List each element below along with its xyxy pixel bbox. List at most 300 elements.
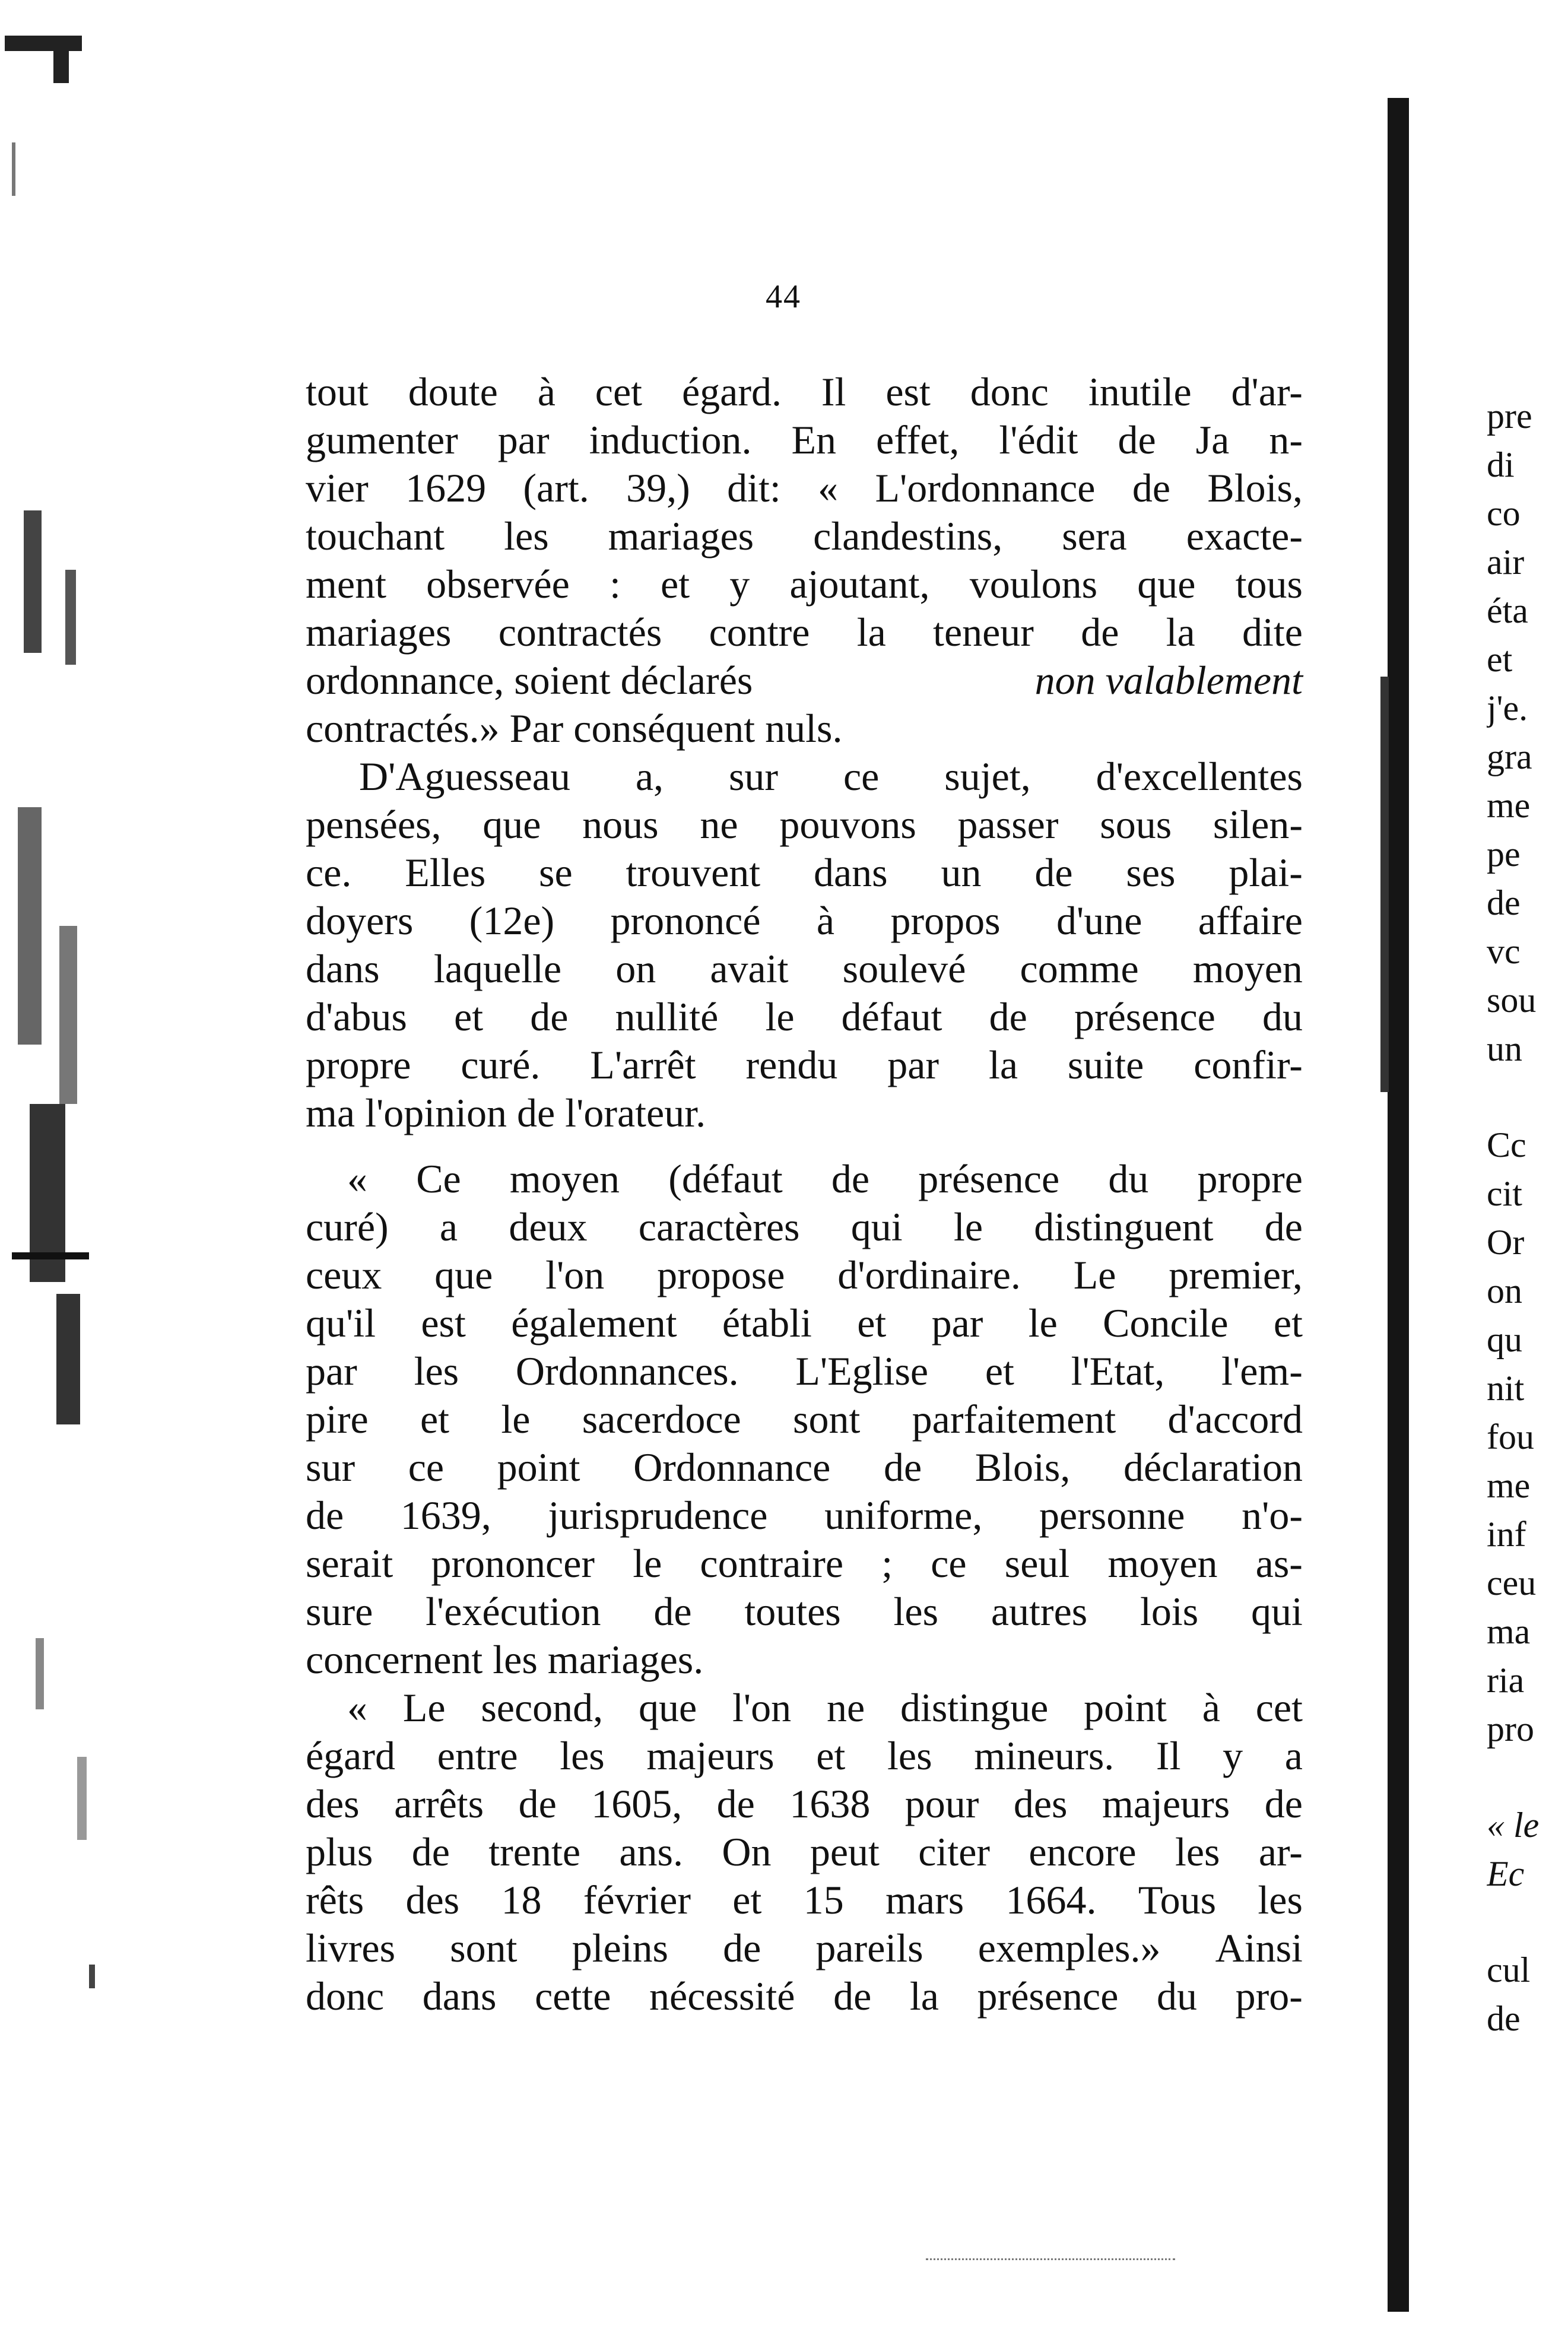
word: l'em- <box>1221 1348 1303 1394</box>
word: déclaration <box>1123 1445 1303 1490</box>
word: par <box>887 1042 939 1087</box>
text-line <box>306 945 1303 993</box>
word: la <box>856 610 886 655</box>
word: mars <box>885 1877 964 1922</box>
word: qui <box>850 1204 903 1249</box>
word: n- <box>1269 417 1303 462</box>
word: d'ordinaire. <box>837 1252 1021 1297</box>
word: du <box>1157 1973 1197 2019</box>
word: présence <box>977 1973 1119 2019</box>
word: 18 <box>501 1877 542 1922</box>
word: tout <box>306 369 369 414</box>
word: Ce <box>416 1156 461 1201</box>
text-line <box>306 1041 1303 1089</box>
text-line <box>306 801 1303 849</box>
word: l'on <box>732 1685 792 1730</box>
word: a, <box>635 754 664 799</box>
word: et <box>1273 1300 1303 1346</box>
word: pour <box>904 1781 979 1826</box>
word: Ordonnances. <box>515 1348 739 1394</box>
text-line <box>306 1347 1303 1395</box>
word: de <box>518 1781 557 1826</box>
word: 1629 <box>405 465 487 510</box>
word: et <box>816 1733 846 1778</box>
word: silen- <box>1212 802 1303 847</box>
word: que <box>638 1685 697 1730</box>
word: encore <box>1029 1829 1137 1874</box>
word: « <box>347 1156 367 1201</box>
word: ce. <box>306 850 352 895</box>
word: seul <box>1004 1541 1070 1586</box>
word: doute <box>408 369 498 414</box>
facing-fragment: nit <box>1487 1369 1525 1408</box>
word: ar- <box>1258 1829 1303 1874</box>
word: exemples.» <box>977 1925 1161 1970</box>
text-line: ordonnance, soient déclarés non valablement <box>306 656 1303 705</box>
word: les <box>504 513 549 559</box>
word: d'accord <box>1167 1397 1303 1442</box>
word: du <box>1262 994 1303 1039</box>
word: à <box>816 898 835 943</box>
word: de <box>1118 417 1156 462</box>
word: donc <box>970 369 1049 414</box>
word: de <box>1264 1204 1303 1249</box>
word: également <box>511 1300 677 1346</box>
word: L'ordonnance <box>875 465 1096 510</box>
word: livres <box>306 1925 396 1970</box>
word: Concile <box>1103 1300 1229 1346</box>
text-line <box>306 1395 1303 1443</box>
word: on <box>615 946 656 991</box>
word: En <box>791 417 837 462</box>
word: On <box>722 1829 772 1874</box>
word: (art. <box>523 465 589 510</box>
word: propre <box>306 1042 411 1087</box>
facing-fragment: inf <box>1487 1515 1526 1554</box>
word: d'une <box>1056 898 1142 943</box>
word: curé) <box>306 1204 389 1249</box>
text-line <box>306 993 1303 1041</box>
facing-fragment: éta <box>1487 591 1528 630</box>
facing-fragment: Ec <box>1487 1854 1525 1893</box>
word: mineurs. <box>974 1733 1115 1778</box>
word: se <box>539 850 573 895</box>
word: Il <box>821 369 846 414</box>
word: vier <box>306 465 369 510</box>
word: voulons <box>969 561 1098 607</box>
page-number: 44 <box>766 278 801 315</box>
text-line <box>306 753 1303 801</box>
word: sur <box>728 754 779 799</box>
text-line <box>306 512 1303 560</box>
facing-fragment: cit <box>1487 1174 1522 1213</box>
word: par <box>497 417 550 462</box>
word: de <box>530 994 569 1039</box>
word: et <box>454 994 484 1039</box>
word: le <box>501 1397 531 1442</box>
word: touchant <box>306 513 445 559</box>
word: « <box>347 1685 367 1730</box>
word: plus <box>306 1829 373 1874</box>
word: avait <box>710 946 789 991</box>
word: et <box>420 1397 450 1442</box>
word: sont <box>793 1397 861 1442</box>
text-line <box>306 608 1303 656</box>
word: ce <box>931 1541 967 1586</box>
word: de <box>833 1973 872 2019</box>
word: de <box>883 1445 922 1490</box>
text-line <box>306 1780 1303 1828</box>
word: 1664. <box>1005 1877 1097 1922</box>
word: 1638 <box>789 1781 871 1826</box>
facing-fragment: on <box>1487 1271 1522 1310</box>
word: par <box>931 1300 983 1346</box>
word: sous <box>1100 802 1172 847</box>
word: l'exécution <box>426 1589 601 1634</box>
text-line <box>306 560 1303 608</box>
facing-fragment: cul <box>1487 1950 1531 1989</box>
word: contre <box>709 610 810 655</box>
text-line <box>306 416 1303 464</box>
word: ce <box>843 754 880 799</box>
word: qu'il <box>306 1300 376 1346</box>
binding-edge-shadow <box>0 36 101 1935</box>
facing-fragment: ceu <box>1487 1563 1537 1603</box>
word: défaut <box>841 994 942 1039</box>
word: n'o- <box>1242 1493 1303 1538</box>
word: propose <box>657 1252 785 1297</box>
word: moyen <box>509 1156 620 1201</box>
word: soulevé <box>842 946 966 991</box>
word: le <box>633 1541 662 1586</box>
facing-fragment: sou <box>1487 980 1537 1020</box>
word: prononcer <box>431 1541 595 1586</box>
word: affaire <box>1198 898 1303 943</box>
word: de <box>989 994 1027 1039</box>
word: l'Etat, <box>1071 1348 1165 1394</box>
word: le <box>1028 1300 1058 1346</box>
word: inutile <box>1088 369 1192 414</box>
word: pensées, <box>306 802 442 847</box>
word: dans <box>306 946 380 991</box>
word: Blois, <box>975 1445 1071 1490</box>
word: D'Aguesseau <box>359 754 570 799</box>
text-line: contractés.» Par conséquent nuls. <box>306 706 843 751</box>
facing-fragment: di <box>1487 445 1515 484</box>
word: Elles <box>405 850 486 895</box>
word: pleins <box>572 1925 669 1970</box>
word: février <box>583 1877 691 1922</box>
word: des <box>405 1877 460 1922</box>
word: sure <box>306 1589 373 1634</box>
word: de <box>411 1829 450 1874</box>
facing-fragment: pro <box>1487 1709 1534 1749</box>
facing-fragment: j'e. <box>1487 688 1528 728</box>
word: ment <box>306 561 386 607</box>
word: Ainsi <box>1215 1925 1303 1970</box>
facing-fragment: pre <box>1487 396 1532 436</box>
word: confir- <box>1194 1042 1303 1087</box>
word: dans <box>422 1973 497 2019</box>
text-line <box>306 1828 1303 1876</box>
word: de <box>723 1925 761 1970</box>
word: à <box>1202 1685 1220 1730</box>
word: personne <box>1039 1493 1185 1538</box>
word: les <box>414 1348 459 1394</box>
word: et <box>985 1348 1014 1394</box>
text-line <box>306 1203 1303 1251</box>
word: la <box>909 1973 939 2019</box>
word: les <box>1258 1877 1303 1922</box>
word: observée <box>426 561 570 607</box>
word: premier, <box>1169 1252 1303 1297</box>
word: plai- <box>1229 850 1303 895</box>
word: passer <box>957 802 1059 847</box>
word: (12e) <box>469 898 555 943</box>
facing-fragment: ma <box>1487 1612 1531 1651</box>
word: doyers <box>306 898 414 943</box>
word: les <box>887 1733 932 1778</box>
facing-fragment: Cc <box>1487 1125 1526 1164</box>
word: le <box>953 1204 983 1249</box>
word: deux <box>509 1204 588 1249</box>
word: comme <box>1020 946 1139 991</box>
word: contractés <box>498 610 662 655</box>
word: Le <box>1073 1252 1116 1297</box>
word: citer <box>918 1829 991 1874</box>
word: des <box>306 1781 360 1826</box>
word: de <box>1264 1781 1303 1826</box>
text-line <box>306 1251 1303 1299</box>
word: d'ar- <box>1231 369 1303 414</box>
word: sera <box>1062 513 1127 559</box>
word: lois <box>1140 1589 1199 1634</box>
facing-fragment: qu <box>1487 1320 1522 1359</box>
word: trente <box>488 1829 581 1874</box>
word: ne <box>826 1685 865 1730</box>
word: suite <box>1067 1042 1144 1087</box>
facing-fragment: un <box>1487 1029 1522 1068</box>
facing-fragment: vc <box>1487 932 1521 971</box>
word: « <box>818 465 839 510</box>
text-line <box>306 1299 1303 1347</box>
word: trouvent <box>626 850 761 895</box>
facing-fragment: de <box>1487 1999 1521 2038</box>
scan-specks <box>926 2258 1175 2265</box>
facing-fragment: me <box>1487 1466 1531 1505</box>
word: autres <box>991 1589 1088 1634</box>
word: de <box>653 1589 692 1634</box>
facing-fragment: co <box>1487 494 1521 533</box>
word: ne <box>700 802 738 847</box>
word: que <box>483 802 541 847</box>
word: 1639, <box>400 1493 491 1538</box>
word: et <box>661 561 690 607</box>
facing-fragment: gra <box>1487 737 1532 776</box>
word: cette <box>535 1973 611 2019</box>
word: l'on <box>545 1252 605 1297</box>
text-line <box>306 1155 1303 1203</box>
word: présence <box>918 1156 1060 1201</box>
word: gumenter <box>306 417 458 462</box>
facing-fragment: Or <box>1487 1223 1525 1262</box>
word: 15 <box>803 1877 844 1922</box>
word: dit: <box>727 465 781 510</box>
word: distinguent <box>1034 1204 1214 1249</box>
word: y <box>1223 1733 1243 1778</box>
word: prononcé <box>610 898 761 943</box>
word: clandestins, <box>813 513 1003 559</box>
facing-page-fragments <box>1487 392 1568 2043</box>
word: y <box>729 561 750 607</box>
word: Le <box>402 1685 446 1730</box>
text-line <box>306 849 1303 897</box>
word: 1605, <box>591 1781 683 1826</box>
word: mariages <box>608 513 754 559</box>
word: point <box>497 1445 580 1490</box>
word: les <box>893 1589 939 1634</box>
word: sur <box>306 1445 356 1490</box>
facing-fragment: de <box>1487 883 1521 922</box>
word: égard <box>306 1733 396 1778</box>
word: est <box>885 369 931 414</box>
word: les <box>560 1733 605 1778</box>
word: L'Eglise <box>795 1348 929 1394</box>
word: de <box>831 1156 870 1201</box>
word: propos <box>890 898 1001 943</box>
word: majeurs <box>1102 1781 1230 1826</box>
text-line <box>306 1684 1303 1732</box>
word: ans. <box>619 1829 684 1874</box>
word: jurisprudence <box>548 1493 768 1538</box>
text-line <box>306 897 1303 945</box>
word: (défaut <box>668 1156 783 1201</box>
word: pro- <box>1235 1973 1303 2019</box>
word: d'abus <box>306 994 407 1039</box>
word: par <box>306 1348 357 1394</box>
word: Blois, <box>1207 465 1303 510</box>
word: pire <box>306 1397 369 1442</box>
word: parfaitement <box>912 1397 1116 1442</box>
word: un <box>941 850 982 895</box>
word: des <box>1013 1781 1068 1826</box>
text-line <box>306 1540 1303 1588</box>
word: nous <box>582 802 659 847</box>
word: que <box>1137 561 1196 607</box>
word: de <box>1132 465 1171 510</box>
text-line: ma l'opinion de l'orateur. <box>306 1090 706 1135</box>
word: la <box>1166 610 1195 655</box>
text-line <box>306 1492 1303 1540</box>
word: Ordonnance <box>633 1445 831 1490</box>
word: le <box>765 994 795 1039</box>
word: a <box>439 1204 458 1249</box>
word: teneur <box>933 610 1034 655</box>
word: ses <box>1126 850 1176 895</box>
word: Ja <box>1195 417 1230 462</box>
text-line <box>306 1732 1303 1780</box>
word: dans <box>814 850 888 895</box>
word: établi <box>722 1300 812 1346</box>
word: peut <box>810 1829 880 1874</box>
facing-fragment: pe <box>1487 834 1521 874</box>
text-line <box>306 1588 1303 1636</box>
word: les <box>1175 1829 1220 1874</box>
body-text <box>306 368 1303 2020</box>
word: entre <box>437 1733 518 1778</box>
word: Il <box>1156 1733 1181 1778</box>
word: laquelle <box>433 946 562 991</box>
text-line: concernent les mariages. <box>306 1637 704 1682</box>
facing-fragment: fou <box>1487 1417 1534 1456</box>
word: rendu <box>745 1042 838 1087</box>
text-line <box>306 1972 1303 2020</box>
word: donc <box>306 1973 385 2019</box>
word: as- <box>1255 1541 1303 1586</box>
word: sujet, <box>944 754 1031 799</box>
word: qui <box>1251 1589 1303 1634</box>
word: du <box>1108 1156 1149 1201</box>
word: ajoutant, <box>789 561 930 607</box>
word: dite <box>1242 610 1303 655</box>
word: pouvons <box>779 802 916 847</box>
word: égard. <box>681 369 782 414</box>
word: toutes <box>744 1589 841 1634</box>
word: majeurs <box>646 1733 775 1778</box>
word: cet <box>595 369 643 414</box>
word: de <box>1034 850 1073 895</box>
word: exacte- <box>1186 513 1303 559</box>
text-line <box>306 368 1303 416</box>
word: uniforme, <box>824 1493 983 1538</box>
word: de <box>306 1493 344 1538</box>
word: présence <box>1074 994 1215 1039</box>
word: moyen <box>1192 946 1303 991</box>
italic-phrase: non valablement <box>1034 658 1303 703</box>
text-line <box>306 1443 1303 1492</box>
word: d'excellentes <box>1096 754 1303 799</box>
word: moyen <box>1107 1541 1218 1586</box>
facing-fragment: air <box>1487 542 1525 582</box>
word: que <box>434 1252 493 1297</box>
word: et <box>857 1300 887 1346</box>
word: rêts <box>306 1877 364 1922</box>
word: de <box>716 1781 755 1826</box>
word: caractères <box>638 1204 800 1249</box>
word: à <box>537 369 556 414</box>
book-gutter-edge <box>1380 677 1389 1092</box>
word: l'édit <box>999 417 1078 462</box>
word: distingue <box>900 1685 1049 1730</box>
word: propre <box>1197 1156 1303 1201</box>
word: L'arrêt <box>590 1042 696 1087</box>
text-line <box>306 1924 1303 1972</box>
word: : <box>609 561 621 607</box>
word: induction. <box>589 417 752 462</box>
text-line <box>306 1876 1303 1924</box>
word: mariages <box>306 610 452 655</box>
word: ceux <box>306 1252 382 1297</box>
word: Tous <box>1138 1877 1217 1922</box>
word: contraire <box>700 1541 844 1586</box>
word: second, <box>481 1685 604 1730</box>
facing-fragment: me <box>1487 786 1531 825</box>
word: sacerdoce <box>582 1397 741 1442</box>
facing-fragment: ria <box>1487 1661 1525 1700</box>
text-line <box>306 464 1303 512</box>
word: pareils <box>815 1925 923 1970</box>
word: a <box>1284 1733 1303 1778</box>
